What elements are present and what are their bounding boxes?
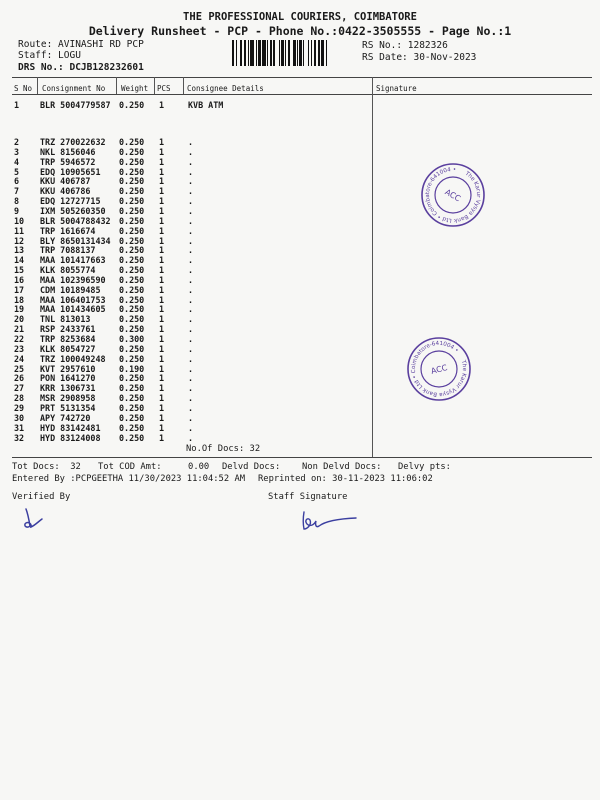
row-weight: 0.250 [119,205,145,216]
row-sno: 24 [14,353,25,364]
row-consignee-details: . [188,235,194,246]
barcode [232,40,356,66]
row-sno: 29 [14,402,25,413]
row-sno: 32 [14,432,25,443]
tot-cod-amt: Tot COD Amt: 0.00 [98,462,210,472]
row-sno: 20 [14,314,25,325]
row-consignee-details: . [188,146,194,157]
table-row [0,324,600,334]
row-consignee-details: . [188,166,194,177]
row-weight: 0.250 [119,422,145,433]
row-weight: 0.250 [119,137,145,147]
rs-date: RS Date: 30-Nov-2023 [362,52,477,63]
row-sno: 2 [14,137,20,147]
row-pcs: 1 [159,324,165,335]
row-consignment-no: MAA 101417663 [40,255,106,266]
table-row [0,186,600,196]
non-delvd-docs: Non Delvd Docs: [302,462,382,472]
runsheet-title: Delivery Runsheet - PCP - Phone No.:0422-3505555 - Page No.:1 [88,24,512,38]
tot-docs: Tot Docs: 32 [12,462,81,472]
stamp-ring-text: The Karur Vysya Bank Ltd • Coimbatore-641004 • [410,340,468,398]
row-sno: 14 [14,255,25,266]
table-row [0,206,600,216]
verified-by-signature [18,506,52,532]
row-pcs: 1 [159,402,165,413]
row-consignee-details: . [188,245,194,256]
row-weight: 0.250 [119,373,145,384]
rs-number: RS No.: 1282326 [362,40,448,51]
col-divider [154,77,155,94]
row-consignment-no: HYD 83142481 [40,422,101,433]
row-consignee-details: . [188,422,194,433]
row-consignment-no: TRZ 270022632 [40,137,106,147]
row-consignee-details: . [188,176,194,187]
table-row [0,275,600,285]
row-pcs: 1 [159,274,165,285]
row-pcs: 1 [159,432,165,443]
row-weight: 0.250 [119,304,145,315]
row-consignment-no: MAA 102396590 [40,274,106,285]
row-sno: 15 [14,265,25,276]
row-consignment-no: TRP 1616674 [40,225,96,236]
row-weight: 0.250 [119,324,145,335]
row-consignment-no: KKU 406786 [40,186,91,197]
row-consignment-no: HYD 83124008 [40,432,101,443]
row-consignee-details: . [188,343,194,354]
row-weight: 0.250 [119,265,145,276]
row-consignee-details: . [188,137,194,147]
table-row [0,364,600,374]
row-consignment-no: MAA 101434605 [40,304,106,315]
row-consignment-no: MAA 106401753 [40,294,106,305]
table-row [0,196,600,206]
row-sno: 1 [14,100,20,110]
row-pcs: 1 [159,225,165,236]
row-consignee-details: . [188,196,194,207]
row-sno: 12 [14,235,25,246]
row-consignment-no: KLK 8054727 [40,343,96,354]
row-pcs: 1 [159,166,165,177]
header-top-rule [12,77,592,78]
row-weight: 0.250 [119,225,145,236]
row-consignee-details: . [188,324,194,335]
row-weight: 0.250 [119,245,145,256]
row-weight: 0.250 [119,402,145,413]
row-consignee-details: . [188,353,194,364]
row-consignment-no: TRP 5946572 [40,156,96,167]
row-consignment-no: TRP 8253684 [40,334,96,344]
delvd-docs: Delvd Docs: [222,462,281,472]
row-sno: 23 [14,343,25,354]
table-row [0,236,600,246]
row-consignment-no: KRR 1306731 [40,383,96,394]
table-row [0,100,600,110]
row-consignment-no: BLR 5004788432 [40,215,111,226]
table-row [0,245,600,255]
row-sno: 18 [14,294,25,305]
row-weight: 0.190 [119,363,145,374]
table-row [0,147,600,157]
row-pcs: 1 [159,235,165,246]
table-row [0,413,600,423]
stamp-ring-text: The Karur Vysya Bank Ltd • Coimbatore-641004 • [424,166,482,224]
row-consignee-details: . [188,402,194,413]
row-weight: 0.250 [119,100,145,110]
row-consignee-details: . [188,334,194,344]
row-consignee-details: . [188,373,194,384]
row-weight: 0.250 [119,186,145,197]
reprinted-on: Reprinted on: 30-11-2023 11:06:02 [258,474,433,484]
table-row [0,285,600,295]
row-pcs: 1 [159,265,165,276]
row-pcs: 1 [159,383,165,394]
row-consignee-details: . [188,412,194,423]
row-consignee-details: . [188,284,194,295]
row-weight: 0.250 [119,215,145,226]
row-pcs: 1 [159,304,165,315]
staff-signature [298,508,360,534]
row-sno: 17 [14,284,25,295]
table-row [0,354,600,364]
row-consignee-details: . [188,156,194,167]
staff-signature-label: Staff Signature [268,492,348,502]
table-row [0,216,600,226]
row-consignee-details: . [188,393,194,404]
row-consignee-details: . [188,314,194,325]
bank-stamp [406,336,472,402]
row-pcs: 1 [159,412,165,423]
row-consignment-no: RSP 2433761 [40,324,96,335]
row-consignment-no: NKL 8156046 [40,146,96,157]
row-weight: 0.250 [119,432,145,443]
row-pcs: 1 [159,393,165,404]
row-sno: 3 [14,146,20,157]
row-sno: 27 [14,383,25,394]
row-consignee-details: . [188,205,194,216]
row-weight: 0.250 [119,146,145,157]
row-sno: 6 [14,176,20,187]
row-pcs: 1 [159,422,165,433]
row-pcs: 1 [159,353,165,364]
row-sno: 25 [14,363,25,374]
row-pcs: 1 [159,100,165,110]
col-header-weight: Weight [121,84,149,93]
row-sno: 4 [14,156,20,167]
entered-by: Entered By :PCPGEETHA 11/30/2023 11:04:52 AM [12,474,246,484]
row-pcs: 1 [159,363,165,374]
row-pcs: 1 [159,156,165,167]
row-consignee-details: . [188,274,194,285]
col-header-consignee: Consignee Details [187,84,264,93]
table-row [0,157,600,167]
table-row [0,255,600,265]
table-row [0,226,600,236]
row-consignee-details: . [188,363,194,374]
col-header-signature: Signature [376,84,417,93]
table-row [0,167,600,177]
row-sno: 26 [14,373,25,384]
stamp-center-text: ACC [443,187,463,204]
row-weight: 0.250 [119,412,145,423]
row-weight: 0.250 [119,274,145,285]
row-weight: 0.250 [119,353,145,364]
table-bottom-rule [12,457,592,458]
table-row [0,393,600,403]
header-bottom-rule [12,94,592,95]
row-consignment-no: KLK 8055774 [40,265,96,276]
row-sno: 19 [14,304,25,315]
row-consignment-no: TRP 7088137 [40,245,96,256]
row-pcs: 1 [159,196,165,207]
row-weight: 0.250 [119,284,145,295]
delvy-pts: Delvy pts: [398,462,451,472]
row-pcs: 1 [159,373,165,384]
row-sno: 10 [14,215,25,226]
row-sno: 16 [14,274,25,285]
table-row [0,433,600,443]
row-sno: 13 [14,245,25,256]
row-consignment-no: KVT 2957610 [40,363,96,374]
row-pcs: 1 [159,334,165,344]
drs-number: DRS No.: DCJB128232601 [18,62,144,73]
row-pcs: 1 [159,146,165,157]
row-consignee-details: . [188,255,194,266]
row-weight: 0.300 [119,334,145,344]
row-sno: 31 [14,422,25,433]
table-row [0,373,600,383]
row-consignee-details: . [188,383,194,394]
table-row [0,295,600,305]
row-sno: 28 [14,393,25,404]
row-pcs: 1 [159,186,165,197]
row-consignee-details: . [188,432,194,443]
row-consignment-no: KKU 406787 [40,176,91,187]
row-weight: 0.250 [119,255,145,266]
row-consignment-no: IXM 505260350 [40,205,106,216]
row-pcs: 1 [159,137,165,147]
row-weight: 0.250 [119,156,145,167]
row-weight: 0.250 [119,235,145,246]
table-row [0,423,600,433]
table-row [0,334,600,344]
row-consignment-no: TNL 813013 [40,314,91,325]
row-pcs: 1 [159,255,165,266]
table-row [0,383,600,393]
stamp-center-text: ACC [429,362,449,376]
row-sno: 5 [14,166,20,177]
col-header-pcs: PCS [157,84,171,93]
row-pcs: 1 [159,176,165,187]
row-sno: 9 [14,205,20,216]
row-sno: 30 [14,412,25,423]
row-consignee-details: . [188,265,194,276]
row-weight: 0.250 [119,314,145,325]
row-weight: 0.250 [119,393,145,404]
row-consignment-no: BLY 8650131434 [40,235,111,246]
table-row [0,344,600,354]
row-weight: 0.250 [119,166,145,177]
row-pcs: 1 [159,245,165,256]
bank-stamp [420,162,486,228]
col-divider [37,77,38,94]
col-divider [116,77,117,94]
row-consignee-details: . [188,225,194,236]
table-row [0,265,600,275]
row-weight: 0.250 [119,176,145,187]
row-consignment-no: PRT 5131354 [40,402,96,413]
col-header-sno: S No [14,84,33,93]
row-consignee-details: KVB ATM [188,100,224,110]
row-consignment-no: PON 1641270 [40,373,96,384]
row-consignee-details: . [188,294,194,305]
row-consignment-no: BLR 5004779587 [40,100,111,110]
row-sno: 22 [14,334,25,344]
row-pcs: 1 [159,314,165,325]
table-row [0,176,600,186]
row-weight: 0.250 [119,294,145,305]
row-consignment-no: EDQ 10905651 [40,166,101,177]
company-name: THE PROFESSIONAL COURIERS, COIMBATORE [183,11,417,23]
table-row [0,314,600,324]
row-weight: 0.250 [119,343,145,354]
row-pcs: 1 [159,294,165,305]
row-consignment-no: EDQ 12727715 [40,196,101,207]
row-weight: 0.250 [119,196,145,207]
verified-by-label: Verified By [12,492,71,502]
staff-field: Staff: LOGU [18,50,81,61]
row-weight: 0.250 [119,383,145,394]
table-row [0,304,600,314]
row-pcs: 1 [159,215,165,226]
row-consignee-details: . [188,186,194,197]
row-consignee-details: . [188,304,194,315]
row-consignment-no: MSR 2908958 [40,393,96,404]
row-sno: 21 [14,324,25,335]
row-sno: 11 [14,225,25,236]
no-of-docs: No.Of Docs: 32 [186,444,261,454]
row-consignment-no: TRZ 100049248 [40,353,106,364]
row-pcs: 1 [159,205,165,216]
row-sno: 8 [14,196,20,207]
col-header-consignment: Consignment No [42,84,106,93]
row-pcs: 1 [159,284,165,295]
row-consignment-no: CDM 10189485 [40,284,101,295]
row-pcs: 1 [159,343,165,354]
row-consignment-no: APY 742720 [40,412,91,423]
table-row [0,403,600,413]
row-consignee-details: . [188,215,194,226]
row-sno: 7 [14,186,20,197]
col-divider [183,77,184,94]
table-row [0,137,600,147]
route-field: Route: AVINASHI RD PCP [18,39,144,50]
